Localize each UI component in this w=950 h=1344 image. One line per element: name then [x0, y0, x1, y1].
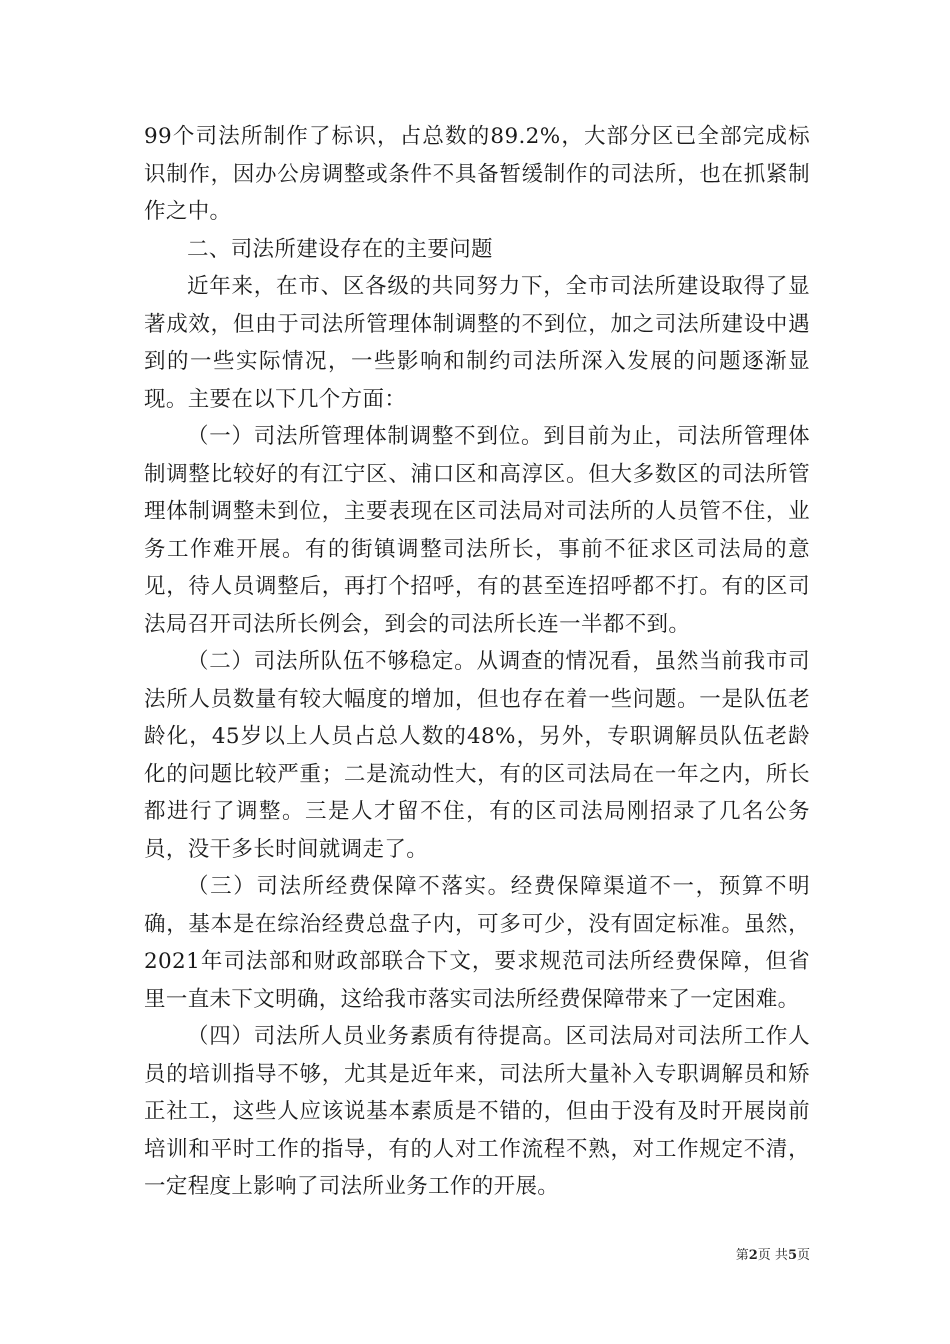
current-page-number: 2 — [748, 1248, 758, 1263]
footer-prefix: 第 — [735, 1248, 749, 1263]
paragraph-issue-3: （三）司法所经费保障不落实。经费保障渠道不一，预算不明确，基本是在综治经费总盘子内，可多可少，没有固定标准。虽然，2021年司法部和财政部联合下文，要求规范司法所经费保障，但省里一直未下文明确，这给我市落实司法所经费保障带来了一定困难。 — [144, 874, 810, 1012]
paragraph-issue-2: （二）司法所队伍不够稳定。从调查的情况看，虽然当前我市司法所人员数量有较大幅度的增加，但也存在着一些问题。一是队伍老龄化，45岁以上人员占总人数的48%，另外，专职调解员队伍老龄化的问题比较严重；二是流动性大，有的区司法局在一年之内，所长都进行了调整。三是人才留不住，有的区司法局刚招录了几名公务员，没干多长时间就调走了。 — [144, 649, 810, 862]
document-body — [144, 118, 810, 1206]
paragraph-1: 99个司法所制作了标识，占总数的89.2%，大部分区已全部完成标识制作，因办公房调整或条件不具备暂缓制作的司法所，也在抓紧制作之中。 — [144, 124, 810, 224]
total-pages-number: 5 — [787, 1248, 797, 1263]
footer-suffix: 页 — [796, 1248, 810, 1263]
paragraph-issue-1: （一）司法所管理体制调整不到位。到目前为止，司法所管理体制调整比较好的有江宁区、浦口区和高淳区。但大多数区的司法所管理体制调整未到位，主要表现在区司法局对司法所的人员管不住，业务工作难开展。有的街镇调整司法所长，事前不征求区司法局的意见，待人员调整后，再打个招呼，有的甚至连招呼都不打。有的区司法局召开司法所长例会，到会的司法所长连一半都不到。 — [144, 424, 810, 637]
paragraph-issue-4: （四）司法所人员业务素质有待提高。区司法局对司法所工作人员的培训指导不够，尤其是近年来，司法所大量补入专职调解员和矫正社工，这些人应该说基本素质是不错的，但由于没有及时开展岗前培训和平时工作的指导，有的人对工作流程不熟，对工作规定不清，一定程度上影响了司法所业务工作的开展。 — [144, 1024, 810, 1199]
section-heading: 二、司法所建设存在的主要问题 — [187, 236, 493, 262]
footer-middle: 页 共 — [757, 1248, 788, 1263]
page-number-footer — [700, 1247, 810, 1265]
paragraph-intro: 近年来，在市、区各级的共同努力下，全市司法所建设取得了显著成效，但由于司法所管理体制调整的不到位，加之司法所建设中遇到的一些实际情况，一些影响和制约司法所深入发展的问题逐渐显现。主要在以下几个方面： — [144, 274, 810, 412]
